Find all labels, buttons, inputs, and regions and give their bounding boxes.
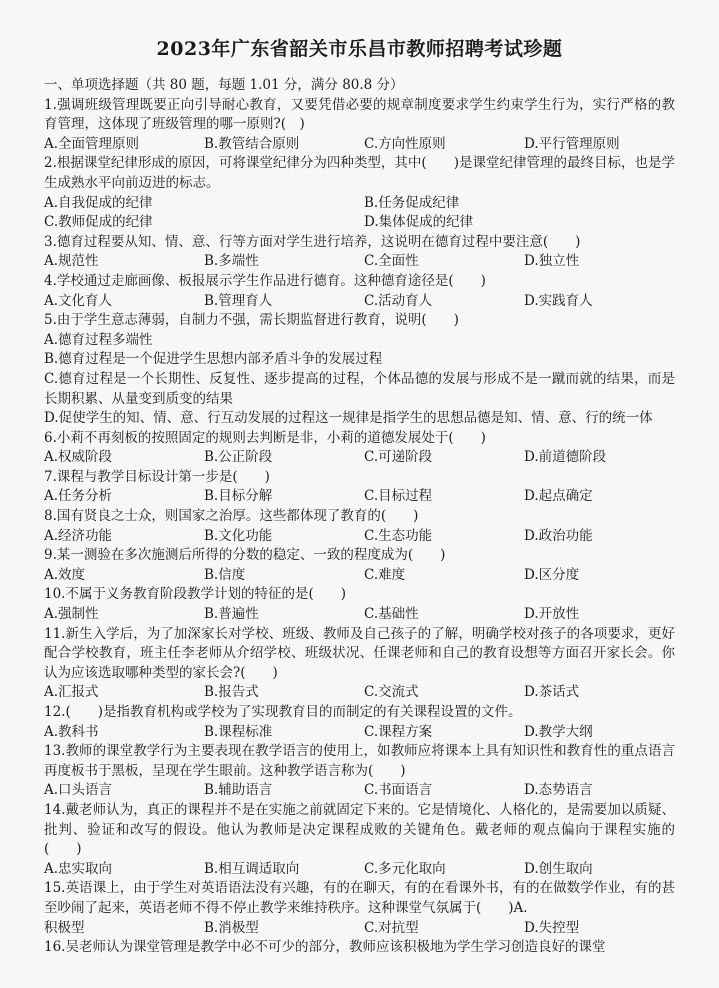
question-item [44, 625, 675, 703]
page-title: 2023年广东省韶关市乐昌市教师招聘考试珍题 [156, 38, 563, 60]
answer-option: C.难度 [364, 566, 406, 583]
option-group [44, 605, 675, 625]
answer-option: D.教学大纲 [524, 723, 593, 740]
answer-option: A.自我促成的纪律 [44, 194, 153, 211]
option-group [44, 723, 675, 743]
option-group [44, 331, 675, 429]
answer-option: B.公正阶段 [204, 449, 273, 466]
answer-option: B.多端性 [204, 253, 259, 270]
answer-option: D.创生取向 [524, 860, 593, 877]
answer-option: B.文化功能 [204, 527, 273, 544]
answer-option: 积极型 [44, 919, 85, 936]
answer-option: C.可递阶段 [364, 449, 433, 466]
answer-option: D.区分度 [524, 566, 580, 583]
answer-option: D.开放性 [524, 606, 580, 623]
answer-option: C.方向性原则 [364, 135, 446, 152]
answer-option: B.辅助语言 [204, 782, 273, 799]
question-item [44, 154, 675, 232]
question-stem: 14.戴老师认为，真正的课程并不是在实施之前就固定下来的。它是情境化、人格化的，是需要加以质疑、批判、验证和改写的假设。他认为教师是决定课程成败的关键角色。戴老师的观点偏向于课程实施的( ) [44, 801, 675, 858]
answer-option: A.文化育人 [44, 292, 113, 309]
answer-option: A.强制性 [44, 606, 99, 623]
answer-option: B.消极型 [204, 919, 259, 936]
answer-option: D.茶话式 [524, 684, 580, 701]
answer-option: B.管理育人 [204, 292, 273, 309]
option-group [44, 292, 675, 312]
option-group [44, 566, 675, 586]
answer-option: A.效度 [44, 566, 86, 583]
answer-option: B.任务促成纪律 [364, 194, 460, 211]
answer-option: A.任务分析 [44, 488, 113, 505]
answer-option: D.失控型 [524, 919, 580, 936]
answer-option: A.忠实取向 [44, 860, 113, 877]
question-stem: 13.教师的课堂教学行为主要表现在教学语言的使用上，如教师应将课本上具有知识性和教育性的重点语言再度板书于黑板，呈现在学生眼前。这种教学语言称为( ) [44, 743, 675, 779]
question-item [44, 742, 675, 801]
answer-option: A.口头语言 [44, 782, 113, 799]
question-stem: 9.某一测验在多次施测后所得的分数的稳定、一致的程度成为( ) [44, 547, 446, 564]
option-group [44, 194, 675, 233]
answer-option: C.基础性 [364, 606, 419, 623]
question-stem: 3.德育过程要从知、情、意、行等方面对学生进行培养，这说明在德育过程中要注意( ) [44, 233, 581, 250]
answer-option: C.活动育人 [364, 292, 433, 309]
answer-option: A.汇报式 [44, 684, 99, 701]
answer-option: B.普遍性 [204, 606, 259, 623]
option-group [44, 781, 675, 801]
answer-option: C.德育过程是一个长期性、反复性、逐步提高的过程，个体品德的发展与形成不是一蹴而就的结果，而是长期积累、从量变到质变的结果 [44, 370, 675, 407]
question-item [44, 703, 675, 742]
question-item [44, 546, 675, 585]
question-stem: 16.吴老师认为课堂管理是教学中必不可少的部分，教师应该积极地为学生学习创造良好的课堂 [44, 939, 606, 956]
answer-option: D.起点确定 [524, 488, 593, 505]
option-group [44, 487, 675, 507]
question-stem: 8.国有贤良之士众，则国家之治厚。这些都体现了教育的( ) [44, 508, 419, 525]
question-stem: 15.英语课上，由于学生对英语语法没有兴趣，有的在聊天，有的在看课外书，有的在做数学作业，有的甚至吵闹了起来，英语老师不得不停止教学来维持秩序。这种课堂气氛属于( )A. [44, 880, 675, 916]
option-group [44, 919, 675, 939]
answer-option: B.目标分解 [204, 488, 273, 505]
option-group [44, 135, 675, 155]
answer-option: B.信度 [204, 566, 246, 583]
answer-option: D.促使学生的知、情、意、行互动发展的过程这一规律是指学生的思想品德是知、情、意、行的统一体 [44, 410, 653, 427]
answer-option: C.教师促成的纪律 [44, 214, 153, 231]
answer-option: A.规范性 [44, 253, 99, 270]
question-item [44, 585, 675, 624]
answer-option: D.政治功能 [524, 527, 593, 544]
question-stem: 2.根据课堂纪律形成的原因，可将课堂纪律分为四种类型，其中( )是课堂纪律管理的最终目标，也是学生成熟水平向前迈进的标志。 [44, 155, 675, 191]
answer-option: D.前道德阶段 [524, 449, 607, 466]
answer-option: B.德育过程是一个促进学生思想内部矛盾斗争的发展过程 [44, 351, 383, 368]
answer-option: C.书面语言 [364, 782, 433, 799]
answer-option: A.全面管理原则 [44, 135, 140, 152]
question-item [44, 879, 675, 938]
question-item [44, 507, 675, 546]
answer-option: C.全面性 [364, 253, 419, 270]
question-item [44, 233, 675, 272]
answer-option: D.态势语言 [524, 782, 593, 799]
question-stem: 1.强调班级管理既要正向引导耐心教育，又要凭借必要的规章制度要求学生约束学生行为，实行严格的教育管理，这体现了班级管理的哪一原则?( ) [44, 96, 675, 133]
answer-option: A.经济功能 [44, 527, 113, 544]
option-group [44, 252, 675, 272]
question-stem: 5.由于学生意志薄弱，自制力不强，需长期监督进行教育，说明( ) [44, 312, 459, 329]
answer-option: B.相互调适取向 [204, 860, 300, 877]
question-item [44, 311, 675, 429]
question-stem: 11.新生入学后，为了加深家长对学校、班级、教师及自己孩子的了解，明确学校对孩子的各项要求，更好配合学校教育，班主任李老师从介绍学校、班级状况、任课老师和自己的教育设想等方面召开家长会。你认为应该选取哪种类型的家长会?( ) [44, 625, 675, 681]
answer-option: B.课程标准 [204, 723, 273, 740]
question-item [44, 938, 675, 958]
answer-option: A.教科书 [44, 723, 99, 740]
answer-option: D.独立性 [524, 253, 580, 270]
answer-option: C.多元化取向 [364, 860, 446, 877]
option-group [44, 448, 675, 468]
question-item [44, 801, 675, 879]
answer-option: C.生态功能 [364, 527, 433, 544]
question-item [44, 468, 675, 507]
answer-option: C.对抗型 [364, 919, 419, 936]
answer-option: B.教管结合原则 [204, 135, 300, 152]
answer-option: B.报告式 [204, 684, 259, 701]
question-list [44, 96, 675, 958]
option-group [44, 527, 675, 547]
option-group [44, 683, 675, 703]
answer-option: C.课程方案 [364, 723, 433, 740]
answer-option: C.目标过程 [364, 488, 433, 505]
question-stem: 4.学校通过走廊画像、板报展示学生作品进行德育。这种德育途径是( ) [44, 272, 486, 289]
answer-option: A.德育过程多端性 [44, 331, 153, 348]
answer-option: A.权威阶段 [44, 449, 113, 466]
question-item [44, 429, 675, 468]
question-stem: 6.小莉不再刻板的按照固定的规则去判断是非，小莉的道德发展处于( ) [44, 429, 486, 446]
answer-option: D.平行管理原则 [524, 135, 620, 152]
option-group [44, 860, 675, 880]
question-stem: 7.课程与教学目标设计第一步是( ) [44, 468, 270, 485]
answer-option: C.交流式 [364, 684, 419, 701]
question-item [44, 272, 675, 311]
question-stem: 12.( )是指教育机构或学校为了实现教育目的而制定的有关课程设置的文件。 [44, 704, 522, 720]
answer-option: D.集体促成的纪律 [364, 214, 474, 231]
question-stem: 10.不属于义务教育阶段教学计划的特征的是( ) [44, 586, 347, 603]
answer-option: D.实践育人 [524, 292, 593, 309]
question-item [44, 96, 675, 155]
section-heading: 一、单项选择题（共 80 题，每题 1.01 分，满分 80.8 分） [44, 77, 404, 93]
